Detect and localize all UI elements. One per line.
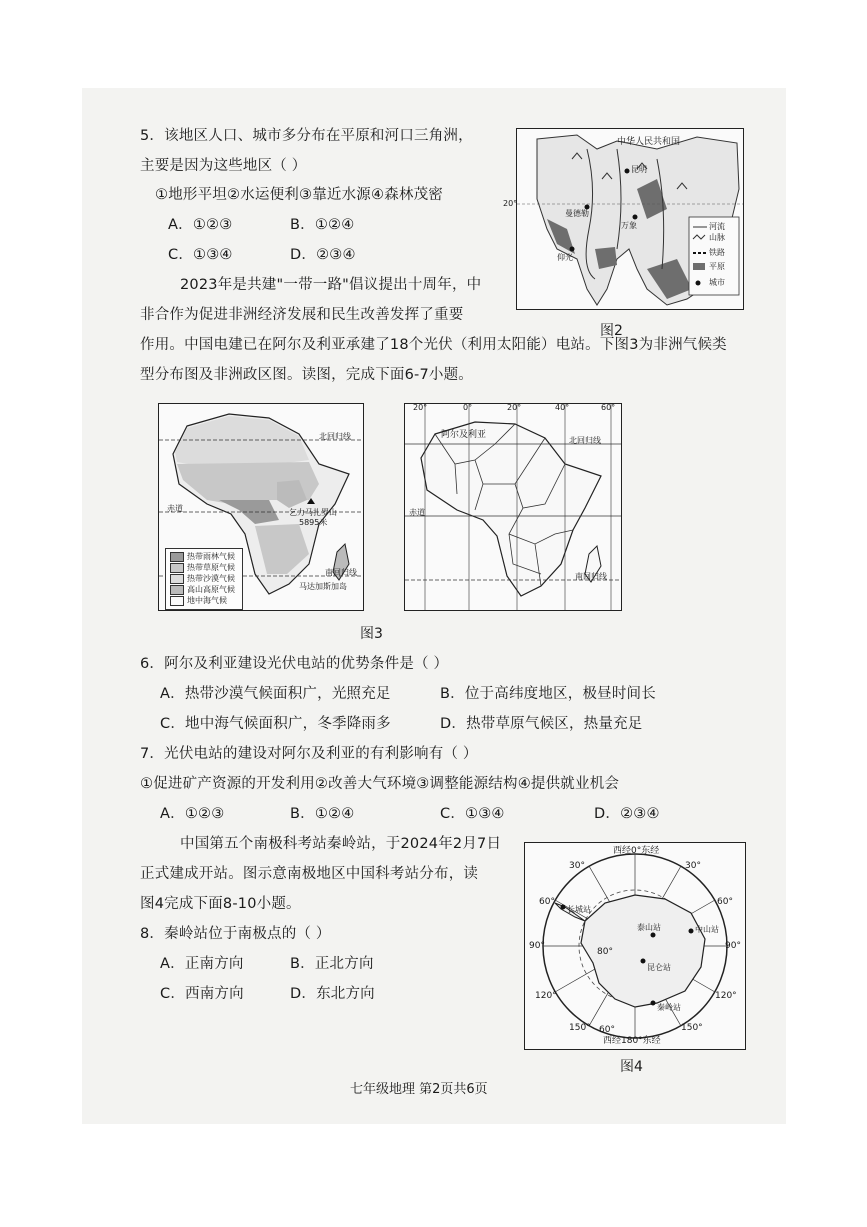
fig3-left-tropic-north: 北回归线 [319, 432, 351, 441]
fig4-deg-60-inner: 60° [599, 1025, 615, 1035]
fig3-kilimanjaro: 乞力马扎罗山 [289, 508, 337, 517]
fig3-lon-w20: 20° [413, 403, 428, 412]
intro-8-10-line1: 中国第五个南极科考站秦岭站，于2024年2月7日 [180, 836, 502, 852]
q7-option-d[interactable]: D．②③④ [594, 806, 660, 822]
q5-option-d[interactable]: D．②③④ [290, 247, 356, 263]
intro-8-10-line2: 正式建成开站。图示意南极地区中国科考站分布，读 [140, 866, 479, 882]
q6-option-d[interactable]: D．热带草原气候区，热量充足 [440, 716, 643, 732]
fig2-legend-rail: 铁路 [709, 248, 725, 257]
swatch-mediterranean [170, 596, 184, 606]
fig3-left-equator: 赤道 [167, 504, 183, 513]
intro-8-10-line3: 图4完成下面8-10小题。 [140, 896, 301, 912]
fig3-algeria: 阿尔及利亚 [441, 430, 487, 440]
fig3-lon-e40: 40° [555, 403, 570, 412]
figure-2-map [503, 128, 744, 310]
fig3-left-tropic-south: 南回归线 [325, 568, 357, 577]
fig3-lon-e20: 20° [507, 403, 522, 412]
q7-option-a[interactable]: A．①②③ [160, 806, 225, 822]
fig3-climate-legend [165, 548, 243, 610]
fig4-deg-30w: 30° [569, 861, 585, 871]
fig2-legend-mountain: 山脉 [709, 233, 725, 242]
figure-3-political-map [404, 403, 622, 611]
fig3-caption: 图3 [360, 626, 383, 642]
fig2-legend-plain: 平原 [709, 262, 725, 271]
legend-savanna-label: 热带草原气候 [187, 563, 235, 572]
fig2-legend-city: 城市 [709, 278, 725, 287]
fig4-station-changcheng: 长城站 [567, 905, 591, 914]
q7-items: ①促进矿产资源的开发利用②改善大气环境③调整能源结构④提供就业机会 [140, 776, 620, 792]
q5-stem-line1: 5．该地区人口、城市多分布在平原和河口三角洲， [140, 128, 473, 144]
fig4-deg-80: 80° [597, 947, 613, 957]
fig2-city-yangon: 仰光 [557, 253, 573, 262]
fig2-city-vientiane: 万象 [621, 221, 637, 230]
fig3-lon-0: 0° [463, 403, 473, 412]
q8-option-c[interactable]: C．西南方向 [160, 986, 244, 1002]
intro-6-7-line2: 非合作为促进非洲经济发展和民生改善发挥了重要 [140, 307, 464, 323]
q8-option-d[interactable]: D．东北方向 [290, 986, 375, 1002]
q6-option-b[interactable]: B．位于高纬度地区，极昼时间长 [440, 686, 656, 702]
fig2-lat-label: 20° [503, 199, 518, 208]
fig3-right-tropic-south: 南回归线 [575, 572, 607, 581]
fig4-deg-30e: 30° [685, 861, 701, 871]
fig3-lon-e60: 60° [601, 403, 616, 412]
fig2-city-kunming: 昆明 [631, 165, 647, 174]
q5-option-c[interactable]: C．①③④ [168, 247, 233, 263]
q8-stem: 8．秦岭站位于南极点的（ ） [140, 926, 331, 942]
q5-stem-line2: 主要是因为这些地区（ ） [140, 158, 307, 174]
fig2-legend-river: 河流 [709, 222, 725, 231]
q5-option-a[interactable]: A．①②③ [168, 217, 233, 233]
swatch-savanna [170, 563, 184, 573]
legend-rainforest [170, 551, 235, 562]
q7-stem: 7．光伏电站的建设对阿尔及利亚的有利影响有（ ） [140, 746, 478, 762]
fig4-station-kunlun: 昆仑站 [647, 963, 671, 972]
legend-highland-label: 高山高原气候 [187, 585, 235, 594]
q7-option-c[interactable]: C．①③④ [440, 806, 505, 822]
swatch-desert [170, 574, 184, 584]
legend-desert [170, 573, 235, 584]
q7-option-b[interactable]: B．①②④ [290, 806, 355, 822]
fig2-caption: 图2 [600, 323, 623, 339]
figure-4-drawing [525, 843, 745, 1049]
fig2-title: 中华人民共和国 [617, 137, 681, 147]
fig4-deg-120e: 120° [715, 991, 737, 1001]
fig4-station-taishan: 泰山站 [637, 923, 661, 932]
q5-items: ①地形平坦②水运便利③靠近水源④森林茂密 [155, 187, 443, 203]
swatch-highland [170, 585, 184, 595]
fig4-bottom-label: 西经180°东经 [603, 1036, 661, 1046]
fig4-deg-150w: 150° [569, 1023, 591, 1033]
fig4-caption: 图4 [620, 1059, 643, 1075]
fig4-deg-90e: 90° [725, 941, 741, 951]
fig4-station-zhongshan: 中山站 [695, 925, 719, 934]
intro-6-7-line1: 2023年是共建"一带一路"倡议提出十周年，中 [180, 277, 482, 293]
fig3-kilimanjaro-height: 5895米 [299, 518, 328, 527]
legend-savanna [170, 562, 235, 573]
fig4-top-label: 西经0°东经 [613, 846, 660, 856]
legend-desert-label: 热带沙漠气候 [187, 574, 235, 583]
fig3-right-equator: 赤道 [409, 508, 425, 517]
fig4-deg-60w: 60° [539, 897, 555, 907]
q8-option-a[interactable]: A．正南方向 [160, 956, 244, 972]
legend-mediterranean [170, 595, 227, 606]
fig4-deg-90w: 90° [529, 941, 545, 951]
fig4-deg-60e: 60° [717, 897, 733, 907]
fig3-right-tropic-north: 北回归线 [569, 436, 601, 445]
q6-option-a[interactable]: A．热带沙漠气候面积广，光照充足 [160, 686, 391, 702]
swatch-rainforest [170, 552, 184, 562]
legend-mediterranean-label: 地中海气候 [187, 596, 227, 605]
figure-3-climate-map [158, 403, 364, 611]
legend-highland [170, 584, 235, 595]
fig3-madagascar: 马达加斯加岛 [299, 582, 347, 591]
intro-6-7-line4: 型分布图及非洲政区图。读图，完成下面6-7小题。 [140, 367, 473, 383]
intro-6-7-line3: 作用。中国电建已在阿尔及利亚承建了18个光伏（利用太阳能）电站。下图3为非洲气候类 [140, 337, 727, 353]
q6-stem: 6．阿尔及利亚建设光伏电站的优势条件是（ ） [140, 656, 449, 672]
fig2-city-mandalay: 曼德勒 [565, 209, 589, 218]
q5-option-b[interactable]: B．①②④ [290, 217, 355, 233]
q8-option-b[interactable]: B．正北方向 [290, 956, 374, 972]
page-footer: 七年级地理 第2页共6页 [350, 1082, 488, 1097]
fig4-deg-120w: 120° [535, 991, 557, 1001]
fig4-station-qinling: 秦岭站 [657, 1003, 681, 1012]
q6-option-c[interactable]: C．地中海气候面积广，冬季降雨多 [160, 716, 391, 732]
figure-4-antarctica-map [524, 842, 746, 1050]
legend-rainforest-label: 热带雨林气候 [187, 552, 235, 561]
fig4-deg-150e: 150° [681, 1023, 703, 1033]
